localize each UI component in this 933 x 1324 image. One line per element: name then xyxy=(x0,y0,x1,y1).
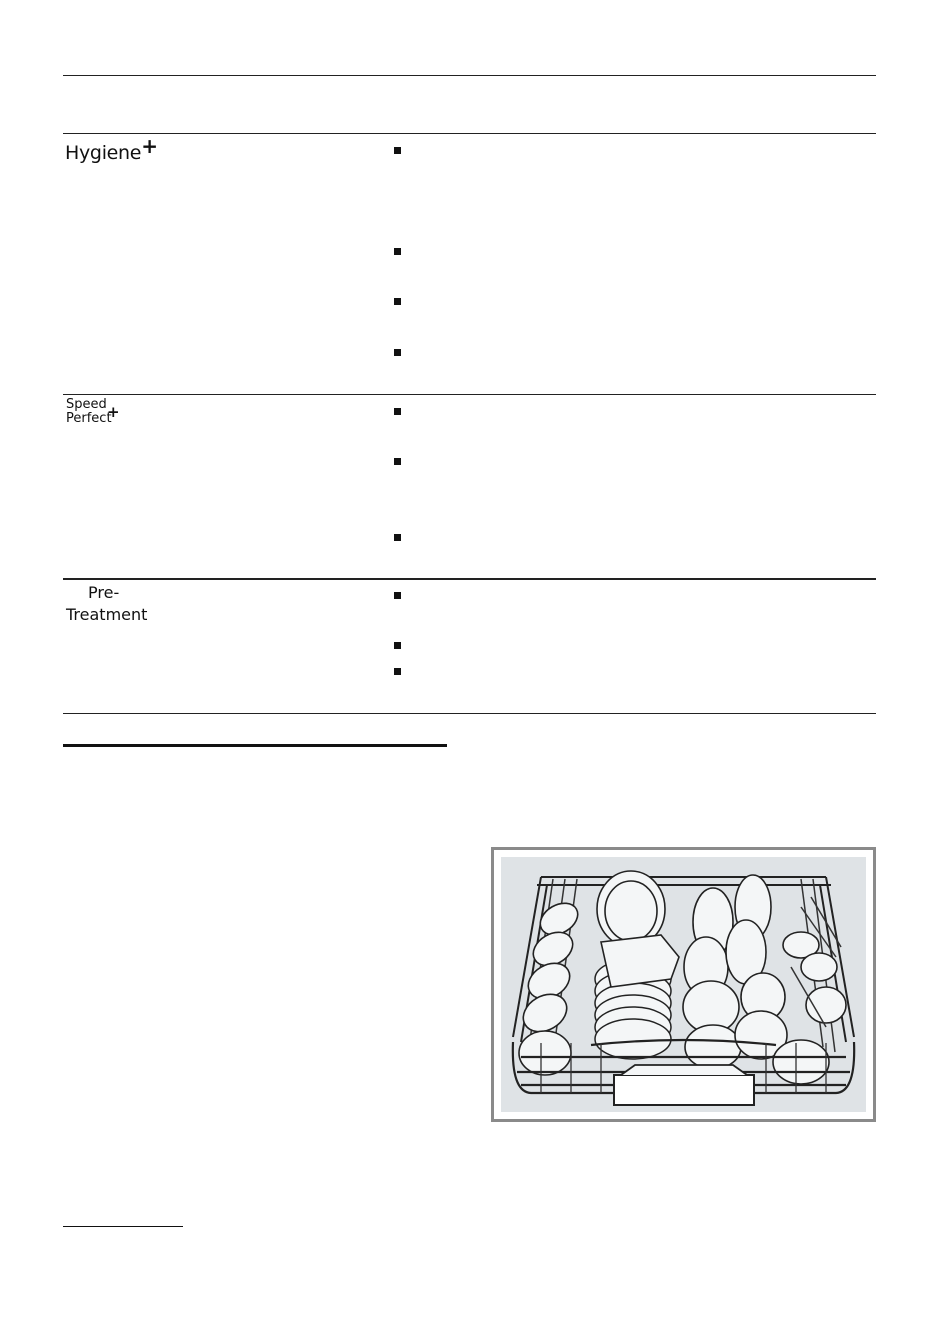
hygiene-bullet-4 xyxy=(394,349,401,356)
pre-treatment-label xyxy=(66,582,147,626)
pre-bullet-3 xyxy=(394,668,401,675)
section-heading-rule xyxy=(63,744,447,747)
hygiene-plus-sign: + xyxy=(141,134,158,158)
speed-label-line1: Speed xyxy=(66,397,107,412)
speed-bullet-1 xyxy=(394,408,401,415)
pre-bullet-1 xyxy=(394,592,401,599)
dishwasher-basket-figure xyxy=(491,847,876,1122)
hygiene-bullet-3 xyxy=(394,298,401,305)
speed-bullet-2 xyxy=(394,458,401,465)
hygiene-bullet-2 xyxy=(394,248,401,255)
pre-label-line2: Treatment xyxy=(66,605,148,624)
table-header-rule xyxy=(63,133,876,134)
hygiene-bullet-1 xyxy=(394,147,401,154)
speed-bullet-3 xyxy=(394,534,401,541)
speed-perfect-plus-label xyxy=(66,397,120,426)
speed-plus-sign: + xyxy=(107,403,120,421)
pre-bullet-2 xyxy=(394,642,401,649)
row-divider-2 xyxy=(63,578,876,580)
hygiene-plus-label xyxy=(65,134,158,164)
speed-label-line2: Perfect xyxy=(66,411,112,426)
dishwasher-basket-illustration xyxy=(501,857,866,1112)
top-rule xyxy=(63,75,876,76)
row-divider-1 xyxy=(63,394,876,395)
hygiene-label-text: Hygiene xyxy=(65,142,142,164)
table-bottom-rule xyxy=(63,713,876,714)
pre-label-line1: Pre- xyxy=(88,583,120,602)
footnote-rule xyxy=(63,1226,183,1227)
